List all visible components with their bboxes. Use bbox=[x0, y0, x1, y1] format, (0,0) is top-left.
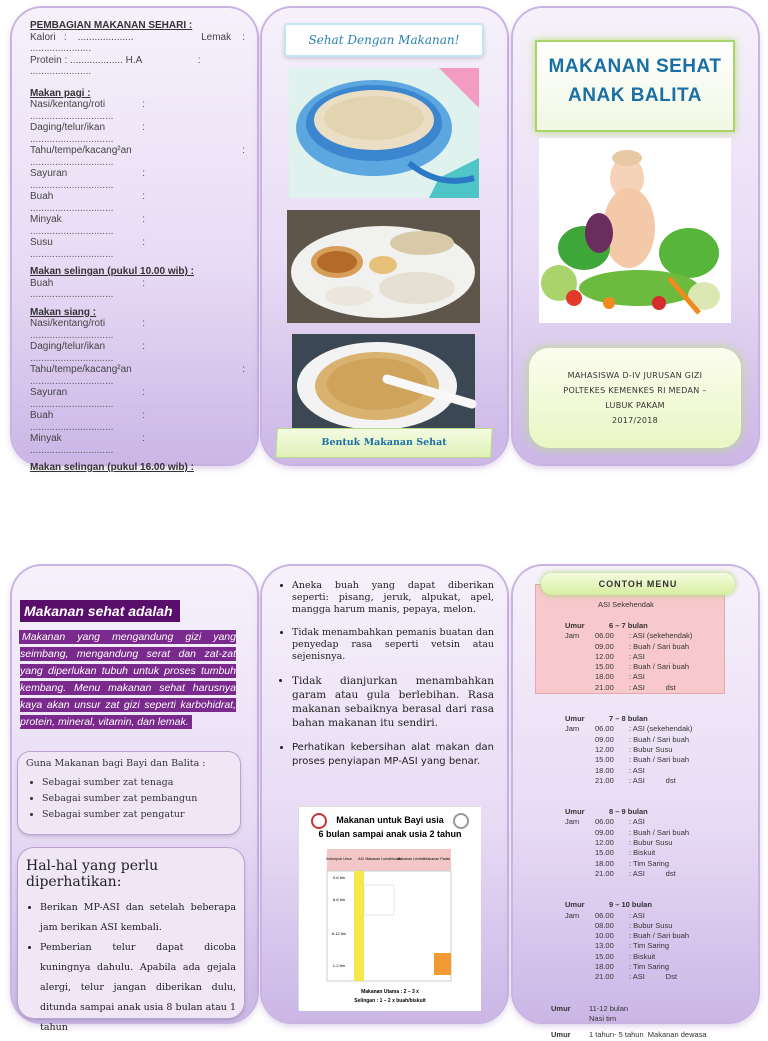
meal-item-label: Tahu/tempe/kacang²an bbox=[30, 364, 132, 375]
tips-list bbox=[282, 580, 494, 780]
protein-label: Protein bbox=[30, 54, 62, 66]
credit-line4: 2017/2018 bbox=[611, 416, 659, 425]
healthy-food-banner: Sehat Dengan Makanan! bbox=[284, 23, 484, 57]
meal-section-title: Makan selingan (pukul 10.00 wib) : bbox=[30, 266, 194, 277]
chart-row-label: 0-6 bln bbox=[332, 875, 346, 880]
menu-time-row: 09.00 : Buah / Sari buah bbox=[595, 827, 690, 837]
menu-time-row: 15.00 : Buah / Sari buah bbox=[595, 662, 690, 672]
notes-title: Hal-hal yang perlu diperhatikan: bbox=[26, 858, 159, 890]
kalori-label: Kalori bbox=[30, 31, 56, 43]
cover-title-box bbox=[535, 40, 735, 132]
chart-foot-2: Selingan : 1 – 2 x buah/biskuit bbox=[354, 998, 426, 1004]
menu-time-row: Jam 06.00 : ASI bbox=[565, 910, 645, 920]
menu-age-header: Umur 1 tahun- 5 tahun Makanan dewasa bbox=[551, 1030, 707, 1040]
feeding-chart-graphic bbox=[299, 807, 481, 1011]
porridge-bowl-photo bbox=[289, 68, 479, 198]
menu-time-row: 12.00 : Bubur Susu bbox=[595, 838, 673, 848]
credit-line1: MAHASISWA D-IV JURUSAN GIZI bbox=[567, 371, 703, 380]
note-item: • Pemberian telur dapat dicoba kuningnya dahulu. Apabila ada gejala alergi, telur jangan diberikan dulu, ditunda sampai anak usia 8 bulan atau 1 tahun bbox=[40, 938, 236, 1038]
soup-bowl-icon bbox=[292, 334, 475, 429]
credit-line2: POLTEKES KEMENKES RI MEDAN – bbox=[563, 386, 707, 395]
menu-time-row: 12.00 : ASI bbox=[595, 651, 645, 661]
porridge-bowl-icon bbox=[289, 68, 479, 198]
meal-item-label: Minyak bbox=[30, 433, 62, 444]
menu-age-header: Umur 7 – 8 bulan bbox=[565, 714, 648, 724]
definition-title: Makanan sehat adalah bbox=[20, 600, 180, 622]
chart-title-2: 6 bulan sampai anak usia 2 tahun bbox=[318, 829, 462, 839]
menu-time-row: 18.00 : ASI bbox=[595, 765, 645, 775]
menu-time-row: 10.00 : Buah / Sari buah bbox=[595, 931, 690, 941]
feeding-stage-chart bbox=[298, 806, 480, 1010]
menu-time-row: Jam 06.00 : ASI (sekehendak) bbox=[565, 631, 693, 641]
baby-vegetables-photo bbox=[539, 138, 731, 323]
note-item: • Berikan MP-ASI dan setelah beberapa jam berikan ASI kembali. bbox=[40, 898, 236, 938]
menu-time-row: 18.00 : Tim Saring bbox=[595, 858, 670, 868]
meal-item-label: Susu bbox=[30, 237, 53, 248]
menu-time-row: 13.00 : Tim Saring bbox=[595, 941, 670, 951]
notes-box bbox=[18, 848, 244, 1033]
author-credit-box bbox=[529, 348, 741, 448]
menu-time-row: 21.00 : ASI Dst bbox=[595, 972, 677, 982]
meal-item-label: Buah bbox=[30, 191, 54, 202]
chart-header: Kelompok Umur bbox=[326, 857, 352, 861]
definition-text: Makanan yang mengandung gizi yang seimbang, mengandung serat dan zat-zat yang diperlukan tubuh untuk proses tumbuh kembang. Menu makanan sehat harusnya kaya akan unsur zat gizi seperti karbohidrat, protein, mineral, vitamin, dan lemak. bbox=[20, 631, 236, 728]
food-uses-title: Guna Makanan bagi Bayi dan Balita : bbox=[26, 758, 206, 769]
food-use-item: • Sebagai sumber zat pembangun bbox=[42, 793, 232, 804]
meal-section-title: Makan selingan (pukul 16.00 wib) : bbox=[30, 462, 194, 473]
chart-header-row bbox=[326, 849, 451, 871]
asi-top-note: ASI Sekehendak bbox=[598, 600, 654, 609]
meal-item-label: Sayuran bbox=[30, 168, 68, 179]
soup-bowl-photo bbox=[292, 334, 475, 429]
meal-sections: Makan pagi : Nasi/kentang/roti : .............................. Daging/telur/ikan : .............................. Tahu/tempe/kacang²an : .............................. Sayuran : .............................. Buah : .............................. Minyak : .............................. Susu : .............................. Makan selingan (pukul 10.00 wib) : Buah : .............................. Makan siang : Nasi/kentang/roti : .............................. Daging/telur/ikan : .............................. Tahu/tempe/kacang²an : .............................. Sayuran : .............................. Buah : .............................. Minyak : .............................. Makan selingan (pukul 16.00 wib) : bbox=[30, 87, 245, 473]
menu-schedule bbox=[551, 621, 745, 1041]
menu-age-header: Umur 9 – 10 bulan bbox=[565, 900, 652, 910]
sample-menu-title: CONTOH MENU bbox=[541, 573, 735, 595]
meal-section-title: Makan pagi : bbox=[30, 87, 91, 99]
menu-age-header: Umur 11-12 bulan bbox=[551, 1003, 629, 1013]
ha-label: H.A bbox=[125, 54, 143, 66]
meal-item-label: Tahu/tempe/kacang²an bbox=[30, 145, 132, 156]
chart-header: Makanan Lembik bbox=[397, 857, 425, 861]
menu-time-row: 15.00 : Biskuit bbox=[595, 951, 656, 961]
panel-definition bbox=[12, 566, 257, 1033]
tip-item: • Perhatikan kebersihan alat makan dan proses penyiapan MP-ASI yang benar. bbox=[292, 741, 494, 769]
menu-time-row: 09.00 : Buah / Sari buah bbox=[595, 734, 690, 744]
food-plate-photo bbox=[287, 210, 480, 323]
menu-note: Nasi tim bbox=[589, 1013, 617, 1023]
menu-time-row: 12.00 : Bubur Susu bbox=[595, 744, 673, 754]
tip-item: • Aneka buah yang dapat diberikan seperti: pisang, jeruk, alpukat, apel, mangga harum manis, pepaya, melon. bbox=[292, 580, 494, 616]
healthy-food-caption: Bentuk Makanan Sehat bbox=[275, 428, 493, 458]
chart-row-label: 6-8 bln bbox=[332, 897, 346, 902]
panel-daily-food-plan bbox=[12, 8, 257, 473]
panel-cover bbox=[513, 8, 758, 464]
menu-time-row: 21.00 : ASI dst bbox=[595, 868, 676, 878]
tip-item: • Tidak dianjurkan menambahkan garam atau gula berlebihan. Rasa makanan sebaiknya berasal dari rasa bahan makanan itu sendiri. bbox=[292, 674, 494, 730]
menu-time-row: 18.00 : ASI bbox=[595, 672, 645, 682]
credit-line3: LUBUK PAKAM bbox=[605, 401, 665, 410]
menu-time-row: Jam 06.00 : ASI (sekehendak) bbox=[565, 724, 693, 734]
food-uses-box bbox=[18, 752, 240, 834]
menu-time-row: 21.00 : ASI dst bbox=[595, 775, 676, 785]
tip-item: • Tidak menambahkan pemanis buatan dan penyedap rasa seperti vetsin atau sejenisnya. bbox=[292, 627, 494, 663]
daily-food-form: PEMBAGIAN MAKANAN SEHARI : Kalori : .................... Lemak : ...................... Protein : ................... H.A : ...................... Makan pagi : Nasi/kentang/roti : .............................. Daging/telur/ikan : .............................. Tahu/tempe/kacang²an : .............................. Sayuran : .............................. Buah : .............................. Minyak : .............................. Susu : .............................. Makan selingan (pukul 10.00 wib) : Buah : .............................. Makan siang : Nasi/kentang/roti : .............................. Daging/telur/ikan : .............................. Tahu/tempe/kacang²an : .............................. Sayuran : .............................. Buah : .............................. Minyak : .............................. Makan selingan (pukul 16.00 wib) : bbox=[30, 20, 245, 473]
meal-item-label: Minyak bbox=[30, 214, 62, 225]
daily-plan-heading: PEMBAGIAN MAKANAN SEHARI : bbox=[30, 20, 193, 31]
meal-item-label: Nasi/kentang/roti bbox=[30, 318, 106, 329]
food-use-item: • Sebagai sumber zat tenaga bbox=[42, 777, 232, 788]
panel-tips bbox=[262, 566, 507, 1022]
menu-time-row: 18.00 : Tim Saring bbox=[595, 962, 670, 972]
menu-time-row: Jam 06.00 : ASI bbox=[565, 817, 645, 827]
meal-item-label: Buah bbox=[30, 410, 54, 421]
meal-item-label: Buah bbox=[30, 277, 54, 289]
menu-time-row: 15.00 : Biskuit bbox=[595, 848, 656, 858]
menu-age-header: Umur 6 – 7 bulan bbox=[565, 621, 648, 630]
lemak-label: Lemak bbox=[201, 31, 232, 43]
menu-time-row: 21.00 : ASI dst bbox=[595, 682, 676, 692]
menu-time-row: 09.00 : Buah / Sari buah bbox=[595, 641, 690, 651]
meal-item-label: Daging/telur/ikan bbox=[30, 341, 106, 352]
menu-age-header: Umur 8 – 9 bulan bbox=[565, 807, 648, 817]
meal-section-title: Makan siang : bbox=[30, 306, 97, 318]
chart-title-1: Makanan untuk Bayi usia bbox=[336, 815, 444, 825]
panel-sample-menu bbox=[513, 566, 758, 1040]
chart-header: Makanan Padat bbox=[424, 857, 450, 861]
cover-title-line2: ANAK BALITA bbox=[568, 85, 702, 106]
baby-with-vegetables-icon bbox=[539, 138, 731, 323]
food-use-item: • Sebagai sumber zat pengatur bbox=[42, 809, 232, 820]
chart-foot-1: Makanan Utama : 2 – 3 x bbox=[361, 989, 419, 995]
panel-healthy-food-photos bbox=[262, 8, 507, 464]
meal-item-label: Sayuran bbox=[30, 387, 68, 398]
menu-time-row: 08.00 : Bubur Susu bbox=[595, 920, 673, 930]
cover-title-line1: MAKANAN SEHAT bbox=[548, 56, 722, 77]
chart-header: ASI bbox=[358, 857, 364, 861]
chart-header: Makanan Lumat/lunak bbox=[365, 857, 401, 861]
menu-time-row: 15.00 : Buah / Sari buah bbox=[595, 755, 690, 765]
chart-row-label: 8-12 bln bbox=[331, 931, 347, 936]
meal-item-label: Nasi/kentang/roti bbox=[30, 99, 106, 110]
meal-item-label: Daging/telur/ikan bbox=[30, 122, 106, 133]
chart-row-label: 1-2 thn bbox=[332, 963, 346, 968]
food-plate-icon bbox=[287, 210, 480, 323]
